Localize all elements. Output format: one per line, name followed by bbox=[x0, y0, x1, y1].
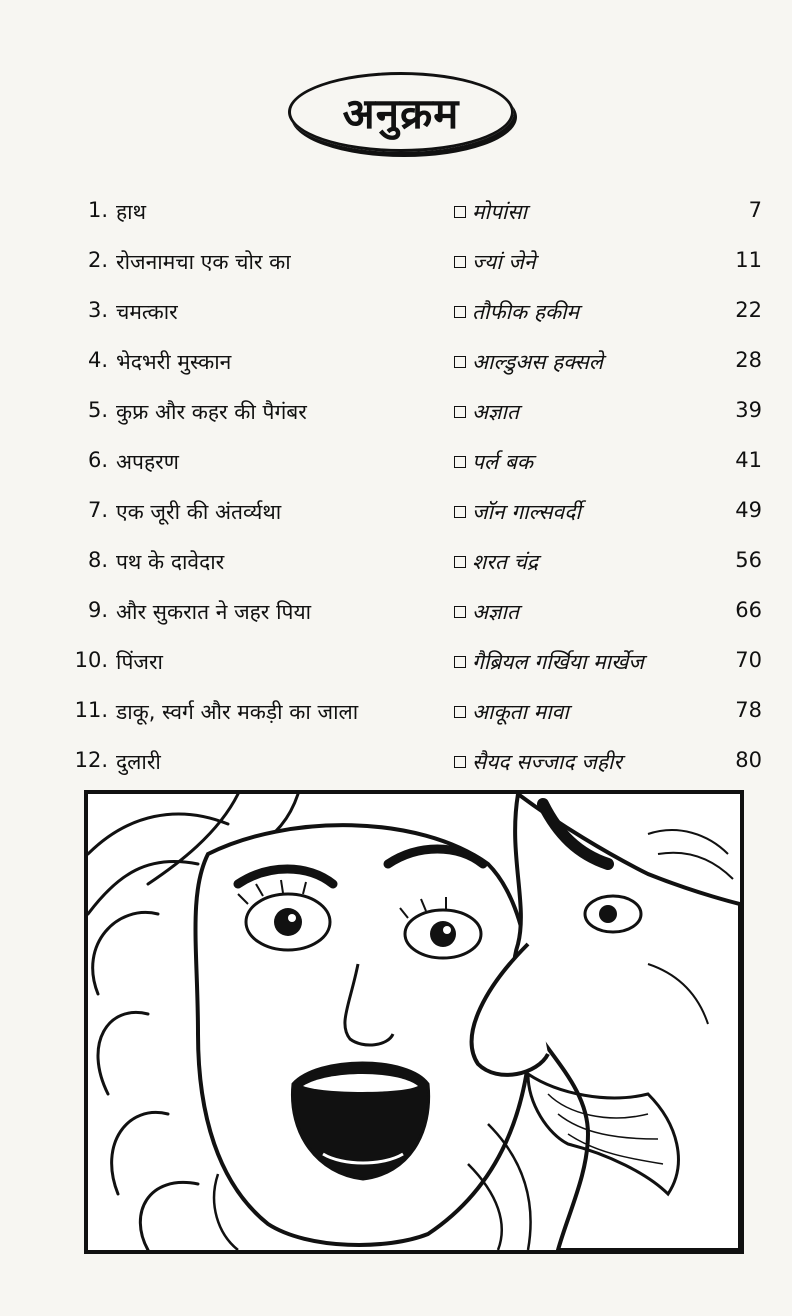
checkbox-icon bbox=[454, 756, 466, 768]
toc-row bbox=[0, 388, 792, 438]
toc-row bbox=[0, 238, 792, 288]
author-name: तौफीक हकीम bbox=[454, 298, 579, 326]
chapter-title: चमत्कार bbox=[116, 300, 178, 324]
chapter-title: दुलारी bbox=[116, 750, 161, 774]
entry-number: 11. bbox=[74, 698, 108, 722]
toc-row bbox=[0, 288, 792, 338]
toc-row bbox=[0, 488, 792, 538]
toc-row bbox=[0, 188, 792, 238]
author-name: शरत चंद्र bbox=[454, 548, 538, 576]
entry-number: 1. bbox=[87, 198, 108, 222]
chapter-title: एक जूरी की अंतर्व्यथा bbox=[116, 500, 282, 524]
entry-number: 8. bbox=[87, 548, 108, 572]
checkbox-icon bbox=[454, 256, 466, 268]
checkbox-icon bbox=[454, 506, 466, 518]
toc-row bbox=[0, 638, 792, 688]
toc-row bbox=[0, 688, 792, 738]
entry-number: 3. bbox=[87, 298, 108, 322]
chapter-title: कुफ्र और कहर की पैगंबर bbox=[116, 400, 307, 424]
entry-number: 12. bbox=[74, 748, 108, 772]
checkbox-icon bbox=[454, 656, 466, 668]
page-number: 56 bbox=[735, 548, 762, 572]
chapter-title: पिंजरा bbox=[116, 650, 163, 674]
toc-row bbox=[0, 538, 792, 588]
page-number: 41 bbox=[735, 448, 762, 472]
chapter-title: रोजनामचा एक चोर का bbox=[116, 250, 291, 274]
toc-row bbox=[0, 338, 792, 388]
entry-number: 7. bbox=[87, 498, 108, 522]
chapter-title: और सुकरात ने जहर पिया bbox=[116, 600, 312, 624]
page-number: 7 bbox=[748, 198, 762, 222]
illustration-art-icon bbox=[88, 794, 740, 1250]
entry-number: 10. bbox=[74, 648, 108, 672]
page-number: 80 bbox=[735, 748, 762, 772]
author-name: गैब्रियल गर्खिया मार्खेज bbox=[454, 648, 644, 676]
chapter-title: हाथ bbox=[116, 200, 147, 224]
toc-row bbox=[0, 588, 792, 638]
entry-number: 4. bbox=[87, 348, 108, 372]
chapter-title: पथ के दावेदार bbox=[116, 550, 225, 574]
author-name: मोपांसा bbox=[454, 198, 527, 226]
checkbox-icon bbox=[454, 606, 466, 618]
page-number: 39 bbox=[735, 398, 762, 422]
author-name: सैयद सज्जाद जहीर bbox=[454, 748, 622, 776]
chapter-title: अपहरण bbox=[116, 450, 179, 474]
comic-faces-illustration bbox=[84, 790, 744, 1254]
page-number: 70 bbox=[735, 648, 762, 672]
author-name: अज्ञात bbox=[454, 598, 519, 626]
entry-number: 2. bbox=[87, 248, 108, 272]
page-number: 11 bbox=[735, 248, 762, 272]
checkbox-icon bbox=[454, 406, 466, 418]
toc-row bbox=[0, 738, 792, 788]
checkbox-icon bbox=[454, 206, 466, 218]
chapter-title: भेदभरी मुस्कान bbox=[116, 350, 232, 374]
heading-text: अनुक्रम bbox=[342, 88, 460, 138]
author-name: ज्यां जेने bbox=[454, 248, 536, 276]
page-number: 28 bbox=[735, 348, 762, 372]
entry-number: 6. bbox=[87, 448, 108, 472]
page-number: 66 bbox=[735, 598, 762, 622]
checkbox-icon bbox=[454, 556, 466, 568]
checkbox-icon bbox=[454, 456, 466, 468]
checkbox-icon bbox=[454, 306, 466, 318]
author-name: आकूता मावा bbox=[454, 698, 569, 726]
author-name: आल्डुअस हक्सले bbox=[454, 348, 603, 376]
author-name: जॉन गाल्सवर्दी bbox=[454, 498, 581, 526]
toc-row bbox=[0, 438, 792, 488]
checkbox-icon bbox=[454, 356, 466, 368]
author-name: पर्ल बक bbox=[454, 448, 533, 476]
author-name: अज्ञात bbox=[454, 398, 519, 426]
page-number: 22 bbox=[735, 298, 762, 322]
contents-heading bbox=[288, 72, 514, 152]
entry-number: 5. bbox=[87, 398, 108, 422]
chapter-title: डाकू, स्वर्ग और मकड़ी का जाला bbox=[116, 700, 359, 724]
entry-number: 9. bbox=[87, 598, 108, 622]
checkbox-icon bbox=[454, 706, 466, 718]
page-number: 78 bbox=[735, 698, 762, 722]
page-number: 49 bbox=[735, 498, 762, 522]
